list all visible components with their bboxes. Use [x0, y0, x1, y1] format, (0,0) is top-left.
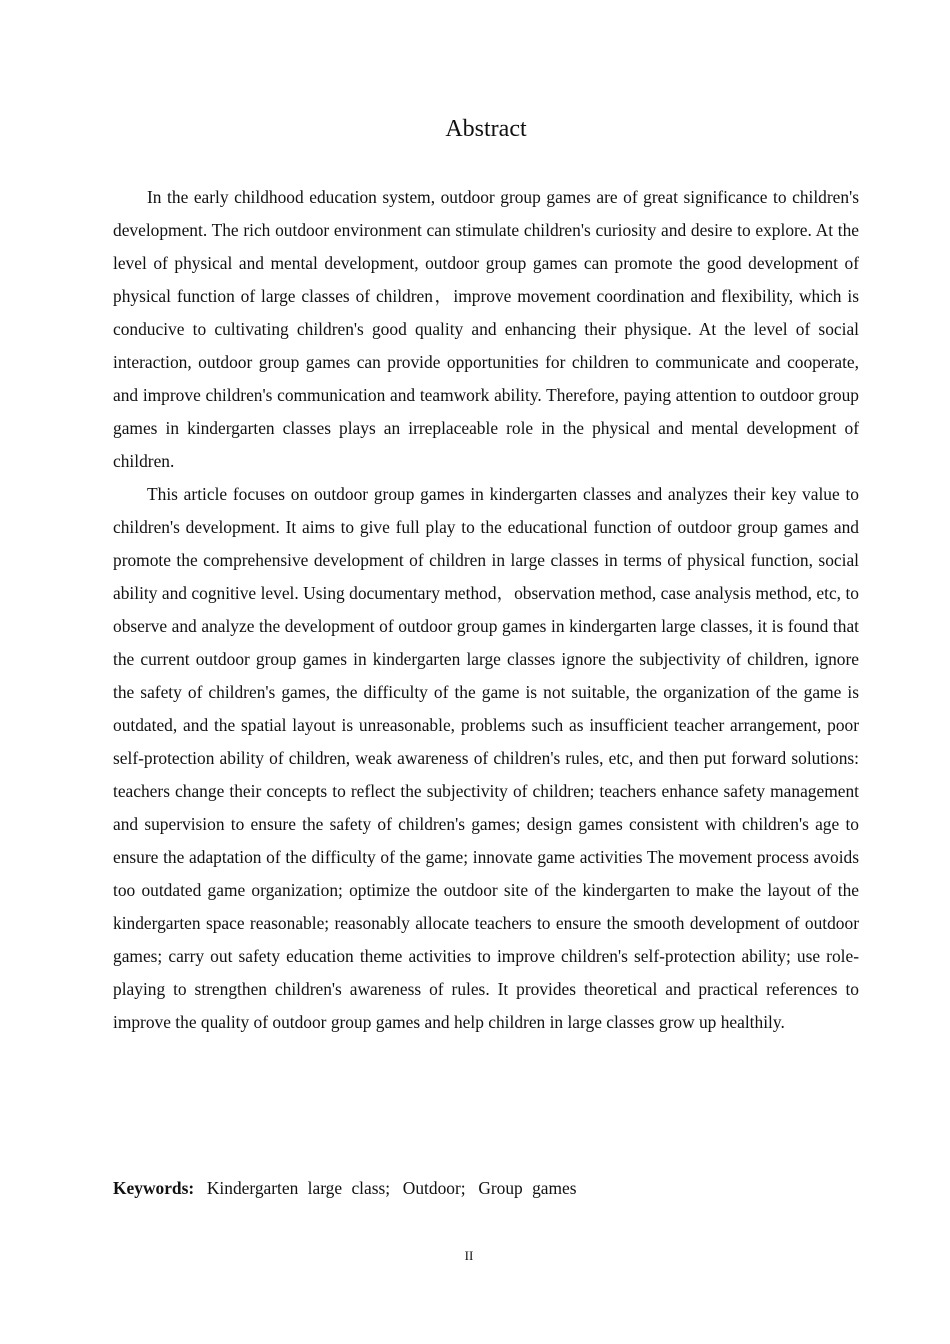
keyword-item: Group games	[478, 1178, 577, 1198]
abstract-title: Abstract	[445, 116, 527, 142]
keywords-line	[113, 1172, 859, 1205]
keyword-item: Kindergarten large class;	[206, 1178, 391, 1198]
abstract-paragraph-1: In the early childhood education system, outdoor group games are of great significance to children's development. The rich outdoor environment can stimulate children's curiosity and desire to explore. At the level of physical and mental development, outdoor group games can promote the good development of physical function of large classes of children，improve movement coordination and flexibility, which is conducive to cultivating children's good quality and enhancing their physique. At the level of social interaction, outdoor group games can provide opportunities for children to communicate and cooperate, and improve children's communication and teamwork ability. Therefore, paying attention to outdoor group games in kindergarten classes plays an irreplaceable role in the physical and mental development of children.	[113, 187, 859, 471]
page-number: II	[464, 1248, 474, 1263]
abstract-body	[113, 181, 859, 1039]
keyword-item: Outdoor;	[402, 1178, 466, 1198]
abstract-paragraph-2: This article focuses on outdoor group games in kindergarten classes and analyzes their key value to children's development. It aims to give full play to the educational function of outdoor group games and promote the comprehensive development of children in large classes in terms of physical function, social ability and cognitive level. Using documentary method，observation method, case analysis method, etc, to observe and analyze the development of outdoor group games in kindergarten large classes, it is found that the current outdoor group games in kindergarten large classes ignore the subjectivity of children, ignore the safety of children's games, the difficulty of the game is not suitable, the organization of the game is outdated, and the spatial layout is unreasonable, problems such as insufficient teacher arrangement, poor self-protection ability of children, weak awareness of children's rules, etc, and then put forward solutions: teachers change their concepts to reflect the subjectivity of children; teachers enhance safety management and supervision to ensure the safety of children's games; design games consistent with children's age to ensure the adaptation of the difficulty of the game; innovate game activities The movement process avoids too outdated game organization; optimize the outdoor site of the kindergarten to make the layout of the kindergarten space reasonable; reasonably allocate teachers to ensure the smooth development of outdoor games; carry out safety education theme activities to improve children's self-protection ability; use role-playing to strengthen children's awareness of rules. It provides theoretical and practical references to improve the quality of outdoor group games and help children in large classes grow up healthily.	[113, 484, 859, 1032]
keywords-label: Keywords:	[113, 1178, 195, 1198]
